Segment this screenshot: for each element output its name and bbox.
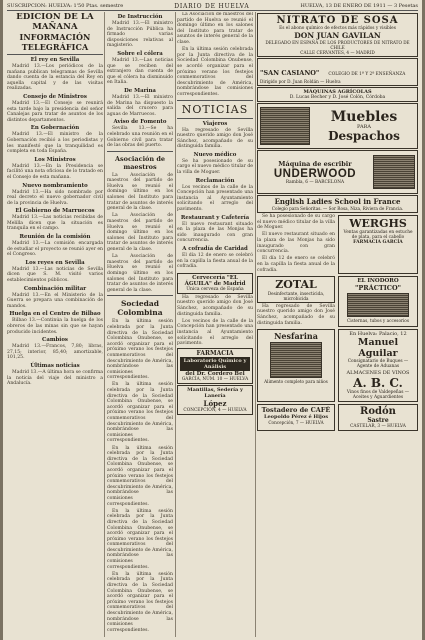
noticias-title: NOTICIAS <box>181 102 249 116</box>
item-text: Madrid 13.—El ministro de Instrucción Pública ha firmado varias disposiciones relativas al magisterio. <box>107 21 173 49</box>
ad-lopez: Mantillas, Sedería y Lanería López CONCEPCIÓN, 4 — HUELVA <box>177 385 253 415</box>
item-heading: Restaurant y Cafetería <box>180 214 250 221</box>
ad-row-2 <box>257 275 418 328</box>
masthead-right: HUELVA, 13 DE ENERO DE 1911 — 3 Pesetas <box>300 3 418 9</box>
item-text: Madrid 13.—Francos, 7,80; libras, 27,15; interior, 85,40; amortizable, 101,25. <box>7 344 103 361</box>
item-heading: Los Ministros <box>34 156 76 163</box>
ad-inodoro: EL INODORO "PRÁCTICO" Cisternas, tubos y accesorios <box>338 276 418 327</box>
item-text: Se ha posesionado de su cargo el nuevo médico titular de la villa de Moguer. <box>177 158 253 176</box>
item-heading: Nuevo médico <box>193 151 237 158</box>
item-heading: Consejo de Ministros <box>23 93 87 100</box>
heading-colombina: Sociedad Colombina <box>117 299 163 318</box>
item-text: Madrid 13.—El ministro de Marina ha dispuesto la salida del crucero para aguas de Marruecos. <box>107 94 173 117</box>
item-heading: Huelga en el Centro de Bilbao <box>9 311 101 318</box>
item-heading: Combinación militar <box>23 285 87 292</box>
section-title: INFORMACIÓN TELEGRÁFICA <box>19 32 91 52</box>
item-heading: A cofradía de Caridad <box>182 246 248 252</box>
column-rule <box>175 12 176 637</box>
ad-nitrato: NITRATO DE SOSA Es el abono químico de efectos más rápidos y visibles DON JUAN GAVILAN DELEGADO EN ESPAÑA DE LOS PRODUCTORES DE NITRATO DE CHILE CALLE CERVANTES, 4 — MADRID <box>257 13 418 57</box>
column-news-2 <box>107 12 173 635</box>
item-heading: Viajeros <box>202 120 228 127</box>
column-rule <box>255 12 256 637</box>
ad-werghs: WERGHS Ventas garantizadas en estuche de plata, para el cabello FARMACIA GARCÍA <box>338 215 418 274</box>
item-heading: Reunión de la comisión <box>19 234 91 241</box>
item-heading: Últimas noticias <box>30 362 80 369</box>
edition-title: EDICION DE LA MAÑANA <box>16 12 94 32</box>
classified-text: Ha regresado de Sevilla nuestro querido amigo don José Sánchez, acompañado de su distinguida familia. <box>257 303 335 326</box>
heading-maestros: Asociación de maestros <box>114 154 166 171</box>
item-heading: Reclamación <box>195 177 235 184</box>
ad-tostadero: Tostadero de CAFÉ Leopoldo Pérez é Hijos Concepción, 7 — HUELVA <box>257 404 335 431</box>
news-list <box>107 14 173 149</box>
item-heading: Nuevo nombramiento <box>22 182 88 189</box>
item-heading: Cambios <box>42 337 68 344</box>
item-heading: Sobre el cólera <box>117 50 163 57</box>
article-misc: Ha regresado de Sevilla nuestro querido amigo don José Sánchez, acompañado de su distinguida familia. Los vecinos de la calle de la Concepción han presentado una instancia al Ayuntamiento solicitando el arreglo del pavimento. <box>177 294 253 347</box>
item-text: Madrid 13.—El ministro de la Gobernación recibió a los periodistas y les manifestó que la tranquilidad es completa en toda España. <box>7 132 103 155</box>
item-heading: Los reyes en Sevilla <box>25 259 85 266</box>
item-heading: Aviso de Fomento <box>113 119 167 126</box>
item-heading: De Marina <box>124 87 156 94</box>
item-text: Madrid 13.—El Consejo se reunirá esta tarde bajo la presidencia del señor Canalejas para tratar de asuntos de los distintos departamentos. <box>7 100 103 123</box>
item-heading: El Gobierno de Marruecos <box>15 208 95 215</box>
divider <box>177 118 253 119</box>
item-text: Bilbao 13.—Continúa la huelga de los obreros de las minas sin que se hayan producido incidentes. <box>7 318 103 335</box>
classified-column: Se ha posesionado de su cargo el nuevo médico titular de la villa de Moguer. El nuevo restaurant situado en la plaza de las Monjas ha sido inaugurado con gran concurrencia. El día 12 de enero se celebró en la capilla la fiesta anual de la cofradía. <box>257 214 335 273</box>
item-text: Madrid 13.—En la Presidencia se facilitó una nota oficiosa de lo tratado en el Consejo de esta mañana. <box>7 163 103 180</box>
article-maestros: La Asociación de maestros del partido de Huelva se reunió el domingo último en los salones del Instituto para tratar de asuntos de interés general de la clase. La Asociación de maestros del partido de Huelva se reunió el domingo último en los salones del Instituto para tratar de asuntos de interés general de la clase. La Asociación de maestros del partido de Huelva se reunió el domingo último en los salones del Instituto para tratar de asuntos de interés general de la clase. <box>107 172 173 293</box>
item-text: Madrid 13.—Ha sido nombrado por real decreto el nuevo gobernador civil de la provincia de Huelva. <box>7 189 103 206</box>
item-heading: En Gobernación <box>30 125 80 132</box>
ad-farmacia: FARMACIA Laboratorio Químico y Análisis del Dr. Cordero Bel GARCÍA, NÚM. 10 — HUELVA <box>177 348 253 384</box>
ad-underwood: Máquina de escribir UNDERWOOD Rambla, 6 — BARCELONA <box>257 150 418 194</box>
typewriter-illustration <box>373 155 415 189</box>
column-noticias <box>177 12 253 416</box>
newspaper-page <box>3 0 422 640</box>
inodoro-illustration <box>347 293 409 317</box>
item-heading: El rey en Sevilla <box>30 57 80 63</box>
divider <box>107 295 173 296</box>
item-text: Madrid 13.—En el Ministerio de la Guerra se prepara una combinación de mandos. <box>7 292 103 309</box>
divider <box>107 151 173 152</box>
masthead-center: DIARIO DE HUELVA <box>174 2 250 10</box>
telegram-list <box>7 57 103 387</box>
masthead <box>7 2 418 11</box>
item-text: Madrid 13.—Las noticias recibidas de Melilla dicen que la situación es tranquila en el campo. <box>7 215 103 232</box>
item-text: Sevilla 13.—Se ha celebrado una reunión en el Gobierno civil para tratar de las obras del puerto. <box>107 126 173 149</box>
column-telegraphic <box>7 12 103 388</box>
article-colombina: En la última sesión celebrada por la Junta directiva de la Sociedad Colombina Onubense, se acordó organizar para el próximo verano los festejos conmemorativos del descubrimiento de América, nombrándose las comisiones correspondientes. En la última sesión celebrada por la Junta directiva de la Sociedad Colombina Onubense, se acordó organizar para el próximo verano los festejos conmemorativos del descubrimiento de América, nombrándose las comisiones correspondientes. En la última sesión celebrada por la Junta directiva de la Sociedad Colombina Onubense, se acordó organizar para el próximo verano los festejos conmemorativos del descubrimiento de América, nombrándose las comisiones correspondientes. En la última sesión celebrada por la Junta directiva de la Sociedad Colombina Onubense, se acordó organizar para el próximo verano los festejos conmemorativos del descubrimiento de América, nombrándose las comisiones correspondientes. En la última sesión celebrada por la Junta directiva de la Sociedad Colombina Onubense, se acordó organizar para el próximo verano los festejos conmemorativos del descubrimiento de América, nombrándose las comisiones correspondientes. <box>107 319 173 633</box>
item-text: Madrid 13.—Las noticias que se reciben del extranjero dan cuenta de que el cólera ha disminuido en Italia. <box>107 57 173 86</box>
column-advertisements <box>257 12 418 432</box>
ad-san-casiano: "SAN CASIANO" COLEGIO DE 1ª Y 2ª ENSEÑANZA Dirigido por D. Juan Roldán — Huelva <box>257 58 418 86</box>
column-rule <box>104 12 105 637</box>
divider <box>177 100 253 101</box>
ad-zotal: ZOTAL Desinfectante, insecticida, microbicida <box>257 276 335 303</box>
can-illustration <box>270 342 322 378</box>
ad-row-4 <box>257 403 418 432</box>
item-text: Madrid 13.—Las noticias de Sevilla dicen que S. M. visitó varios establecimientos públicos. <box>7 266 103 284</box>
item-text: Los vecinos de la calle de la Concepción han presentado una instancia al Ayuntamiento solicitando el arreglo del pavimento. <box>177 184 253 213</box>
article-continued: La Asociación de maestros del partido de Huelva se reunió el domingo último en los salones del Instituto para tratar de asuntos de interés general de la clase. En la última sesión celebrada por la Junta directiva de la Sociedad Colombina Onubense, se acordó organizar para el próximo verano los festejos conmemorativos del descubrimiento de América, nombrándose las comisiones correspondientes. <box>177 12 253 97</box>
desk-illustration <box>260 107 310 145</box>
noticias-list <box>177 121 253 270</box>
divider <box>7 54 103 55</box>
ad-muebles: Muebles PARA Despachos <box>257 103 418 149</box>
ad-manuel-aguilar: En Huelva: Palacio, 12 Manuel Aguilar Consignatario de Buques — Agente de Aduanas ALMACENES DE VINOS A. B. C. Vinos finos de Valdepeñas — Aceites y Aguardientes <box>338 329 418 402</box>
item-text: Madrid 13.—Los periódicos de la mañana publican telegramas de Sevilla dando cuenta de la estancia del Rey en aquella capital y de las visitas realizadas. <box>7 64 103 92</box>
ad-row-1 <box>257 214 418 275</box>
ad-nesfarina: Nesfarina Alimento completo para niños <box>257 329 335 402</box>
ad-rodon: Rodón Sastre CASTELAR, 3 — HUELVA <box>338 404 418 431</box>
ad-english-school: English Ladies School in France Colegio para Señoritas. — Sor Rosa, Niza, Riviera de Francia. <box>257 195 418 213</box>
ad-maquinas: MÁQUINAS AGRÍCOLAS D. Lucas Becher y D. José Colón, Córdoba <box>257 87 418 102</box>
masthead-left: SUSCRIPCION: HUELVA: 1'50 Ptas. semestre <box>7 3 124 9</box>
ad-row-3 <box>257 328 418 403</box>
item-text: El nuevo restaurant situado en la plaza de las Monjas ha sido inaugurado con gran concurrencia. <box>177 221 253 244</box>
item-text: El día 12 de enero se celebró en la capilla la fiesta anual de la cofradía. <box>177 253 253 270</box>
item-text: Madrid 13.—La comisión encargada de estudiar el proyecto se reunió ayer en el Congreso. <box>7 241 103 258</box>
ad-aguila: Cervecería "EL ÁGUILA" de Madrid Única cerveza de España <box>177 273 253 294</box>
item-text: Madrid 13.—A última hora se confirma la noticia del viaje del ministro a Andalucía. <box>7 369 103 387</box>
item-heading: De Instrucción <box>117 14 163 20</box>
item-text: Ha regresado de Sevilla nuestro querido amigo don José Sánchez, acompañado de su distinguida familia. <box>177 127 253 150</box>
